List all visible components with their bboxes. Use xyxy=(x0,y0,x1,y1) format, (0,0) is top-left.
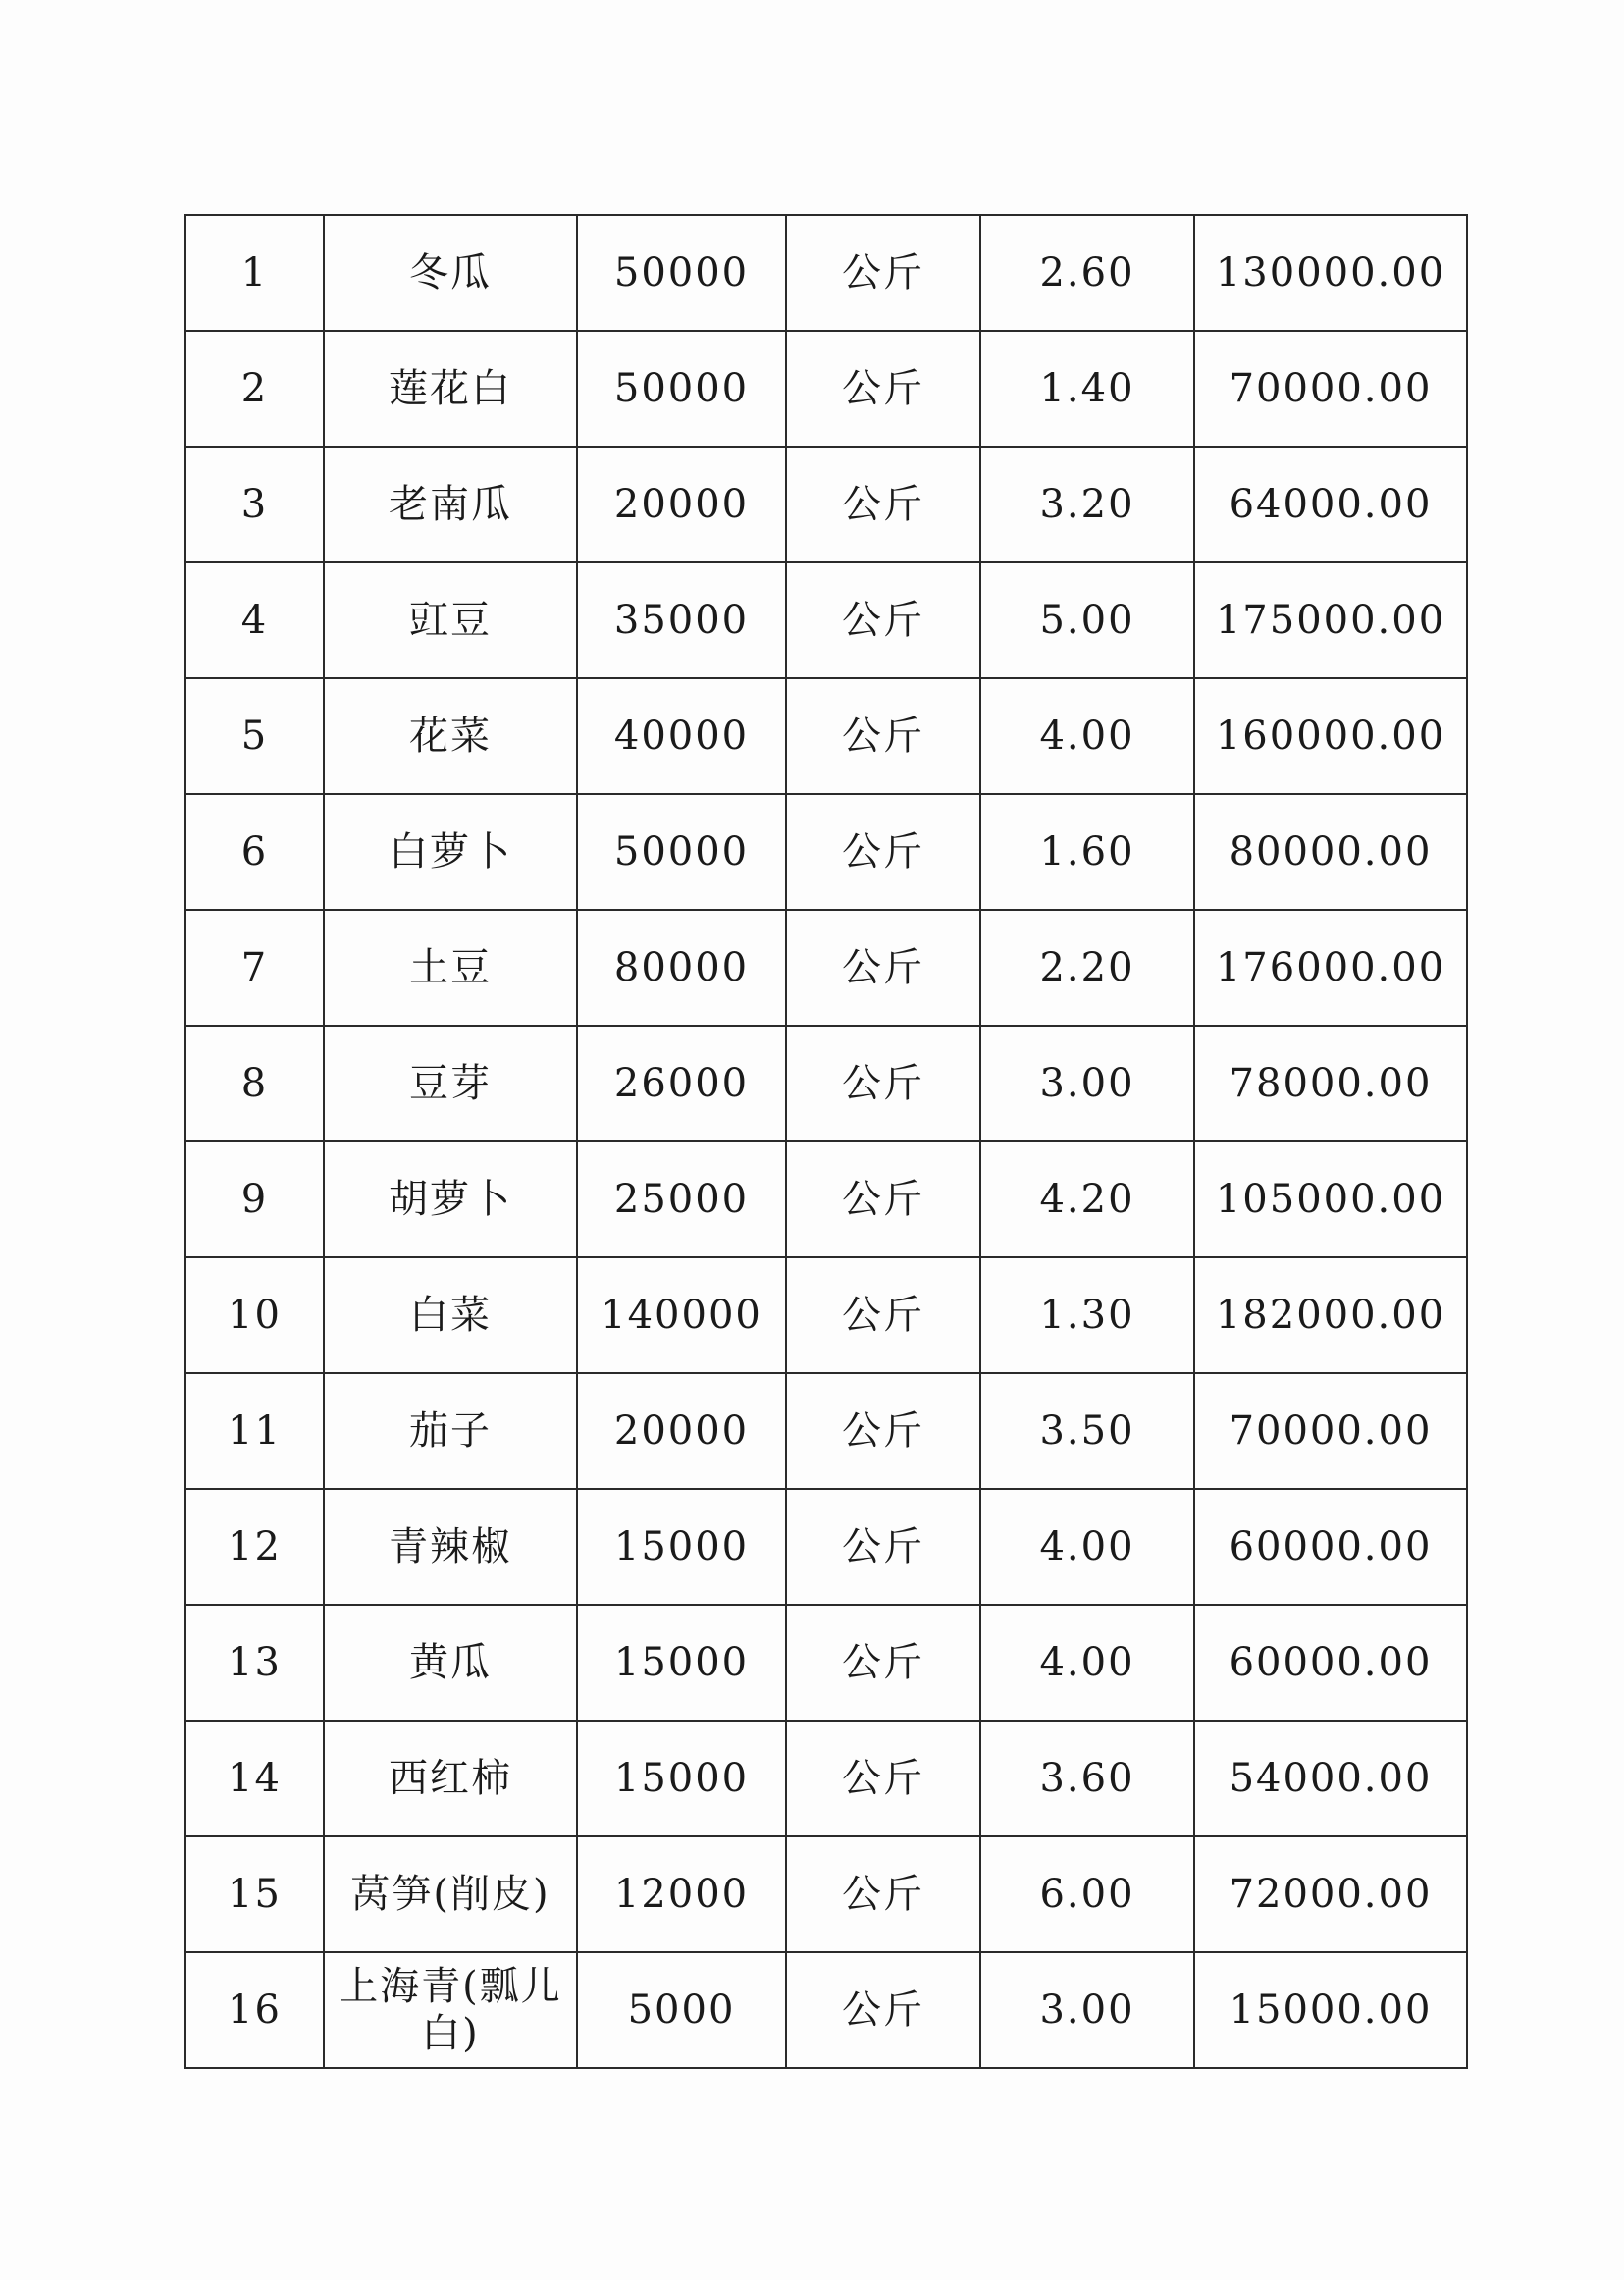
unit-text: 公斤 xyxy=(842,1061,924,1106)
table-row xyxy=(185,1141,1467,1257)
quantity-cell xyxy=(577,1141,786,1257)
unit-text: 公斤 xyxy=(842,1756,924,1801)
quantity-cell xyxy=(577,794,786,910)
total-amount-cell xyxy=(1194,1836,1467,1952)
row-number-cell xyxy=(185,1952,324,2068)
item-name-text: 冬瓜 xyxy=(409,250,492,295)
row-number-cell xyxy=(185,562,324,678)
row-number-text: 9 xyxy=(240,1177,269,1222)
quantity-cell xyxy=(577,215,786,331)
quantity-cell xyxy=(577,1373,786,1489)
total-amount-cell xyxy=(1194,1257,1467,1373)
table-row xyxy=(185,678,1467,794)
total-amount-cell xyxy=(1194,1026,1467,1141)
unit-price-cell xyxy=(980,794,1194,910)
unit-text: 公斤 xyxy=(842,1640,924,1685)
total-amount-text: 175000.00 xyxy=(1215,598,1446,643)
unit-price-text: 3.00 xyxy=(1039,1988,1135,2033)
table-row xyxy=(185,1373,1467,1489)
unit-text: 公斤 xyxy=(842,1872,924,1917)
unit-price-cell xyxy=(980,562,1194,678)
total-amount-cell xyxy=(1194,1141,1467,1257)
unit-cell xyxy=(786,910,980,1026)
item-name-text: 土豆 xyxy=(409,945,492,990)
row-number-cell xyxy=(185,1257,324,1373)
total-amount-text: 130000.00 xyxy=(1215,250,1446,295)
unit-price-text: 6.00 xyxy=(1039,1872,1135,1917)
row-number-text: 14 xyxy=(228,1756,282,1801)
unit-text: 公斤 xyxy=(842,829,924,875)
table-row xyxy=(185,1721,1467,1836)
table-row xyxy=(185,910,1467,1026)
unit-text: 公斤 xyxy=(842,366,924,411)
unit-cell xyxy=(786,1026,980,1141)
total-amount-text: 70000.00 xyxy=(1229,1408,1433,1454)
unit-price-cell xyxy=(980,910,1194,1026)
unit-price-text: 5.00 xyxy=(1039,598,1135,643)
unit-text: 公斤 xyxy=(842,482,924,527)
quantity-cell xyxy=(577,1836,786,1952)
total-amount-cell xyxy=(1194,1605,1467,1721)
unit-price-text: 2.20 xyxy=(1039,945,1135,990)
unit-price-cell xyxy=(980,1257,1194,1373)
item-name-cell xyxy=(324,910,577,1026)
quantity-cell xyxy=(577,447,786,562)
unit-price-cell xyxy=(980,1026,1194,1141)
row-number-cell xyxy=(185,331,324,447)
unit-text: 公斤 xyxy=(842,1293,924,1338)
item-name-cell xyxy=(324,1605,577,1721)
unit-price-cell xyxy=(980,1605,1194,1721)
item-name-text: 豇豆 xyxy=(409,598,492,643)
unit-cell xyxy=(786,447,980,562)
row-number-cell xyxy=(185,1141,324,1257)
total-amount-cell xyxy=(1194,1952,1467,2068)
quantity-text: 26000 xyxy=(613,1061,750,1106)
table-row xyxy=(185,1605,1467,1721)
item-name-text: 莴笋(削皮) xyxy=(350,1872,550,1917)
unit-price-text: 1.60 xyxy=(1039,829,1135,875)
item-name-cell xyxy=(324,1836,577,1952)
row-number-cell xyxy=(185,1373,324,1489)
item-name-cell xyxy=(324,562,577,678)
row-number-text: 1 xyxy=(240,250,269,295)
total-amount-cell xyxy=(1194,562,1467,678)
quantity-text: 20000 xyxy=(613,1408,750,1454)
row-number-text: 8 xyxy=(240,1061,269,1106)
row-number-text: 5 xyxy=(240,714,269,759)
unit-cell xyxy=(786,215,980,331)
table-row xyxy=(185,215,1467,331)
quantity-text: 140000 xyxy=(601,1293,762,1338)
unit-price-text: 4.00 xyxy=(1039,1640,1135,1685)
unit-text: 公斤 xyxy=(842,714,924,759)
unit-cell xyxy=(786,1836,980,1952)
unit-cell xyxy=(786,1373,980,1489)
item-name-cell xyxy=(324,678,577,794)
unit-cell xyxy=(786,794,980,910)
table-row xyxy=(185,447,1467,562)
row-number-text: 3 xyxy=(240,482,269,527)
item-name-cell xyxy=(324,447,577,562)
row-number-cell xyxy=(185,1836,324,1952)
row-number-cell xyxy=(185,910,324,1026)
quantity-cell xyxy=(577,1026,786,1141)
item-name-text: 老南瓜 xyxy=(389,482,512,527)
item-name-cell xyxy=(324,1489,577,1605)
quantity-text: 20000 xyxy=(613,482,750,527)
unit-price-cell xyxy=(980,1836,1194,1952)
total-amount-text: 15000.00 xyxy=(1229,1988,1433,2033)
total-amount-text: 54000.00 xyxy=(1229,1756,1433,1801)
quantity-text: 50000 xyxy=(613,829,750,875)
total-amount-text: 80000.00 xyxy=(1229,829,1433,875)
quantity-text: 15000 xyxy=(613,1524,750,1569)
unit-cell xyxy=(786,1489,980,1605)
total-amount-text: 160000.00 xyxy=(1215,714,1446,759)
quantity-text: 5000 xyxy=(627,1988,736,2033)
item-name-text: 西红柿 xyxy=(389,1756,512,1801)
total-amount-cell xyxy=(1194,1373,1467,1489)
table-row xyxy=(185,331,1467,447)
unit-text: 公斤 xyxy=(842,598,924,643)
unit-text: 公斤 xyxy=(842,250,924,295)
unit-cell xyxy=(786,678,980,794)
item-name-text: 黄瓜 xyxy=(409,1640,492,1685)
table-row xyxy=(185,562,1467,678)
table-row xyxy=(185,1257,1467,1373)
total-amount-text: 72000.00 xyxy=(1229,1872,1433,1917)
quantity-text: 25000 xyxy=(613,1177,750,1222)
item-name-text: 花菜 xyxy=(409,714,492,759)
quantity-cell xyxy=(577,1489,786,1605)
row-number-text: 2 xyxy=(240,366,269,411)
quantity-text: 40000 xyxy=(613,714,750,759)
row-number-text: 11 xyxy=(228,1408,282,1454)
row-number-cell xyxy=(185,1026,324,1141)
unit-price-text: 3.20 xyxy=(1039,482,1135,527)
table-row xyxy=(185,1026,1467,1141)
row-number-cell xyxy=(185,1489,324,1605)
unit-cell xyxy=(786,1952,980,2068)
unit-price-text: 1.40 xyxy=(1039,366,1135,411)
total-amount-text: 105000.00 xyxy=(1215,1177,1446,1222)
unit-cell xyxy=(786,1257,980,1373)
total-amount-cell xyxy=(1194,910,1467,1026)
unit-price-text: 3.00 xyxy=(1039,1061,1135,1106)
total-amount-text: 182000.00 xyxy=(1215,1293,1446,1338)
unit-text: 公斤 xyxy=(842,945,924,990)
total-amount-text: 64000.00 xyxy=(1229,482,1433,527)
row-number-text: 13 xyxy=(228,1640,282,1685)
unit-price-text: 2.60 xyxy=(1039,250,1135,295)
row-number-cell xyxy=(185,794,324,910)
unit-text: 公斤 xyxy=(842,1408,924,1454)
total-amount-text: 176000.00 xyxy=(1215,945,1446,990)
row-number-text: 4 xyxy=(240,598,269,643)
unit-price-cell xyxy=(980,331,1194,447)
total-amount-cell xyxy=(1194,794,1467,910)
table-row xyxy=(185,794,1467,910)
item-name-cell xyxy=(324,794,577,910)
total-amount-cell xyxy=(1194,1489,1467,1605)
unit-price-text: 3.60 xyxy=(1039,1756,1135,1801)
quantity-cell xyxy=(577,910,786,1026)
row-number-cell xyxy=(185,447,324,562)
quantity-text: 50000 xyxy=(613,250,750,295)
unit-price-text: 4.00 xyxy=(1039,714,1135,759)
unit-price-cell xyxy=(980,1952,1194,2068)
row-number-text: 16 xyxy=(228,1988,282,2033)
unit-price-cell xyxy=(980,1141,1194,1257)
item-name-cell xyxy=(324,331,577,447)
item-name-cell xyxy=(324,1257,577,1373)
row-number-text: 10 xyxy=(228,1293,282,1338)
unit-cell xyxy=(786,331,980,447)
item-name-cell xyxy=(324,1373,577,1489)
total-amount-cell xyxy=(1194,1721,1467,1836)
total-amount-text: 60000.00 xyxy=(1229,1524,1433,1569)
table-body xyxy=(185,215,1467,2068)
item-name-cell xyxy=(324,1952,577,2068)
unit-text: 公斤 xyxy=(842,1177,924,1222)
quantity-cell xyxy=(577,1952,786,2068)
quantity-text: 15000 xyxy=(613,1640,750,1685)
item-name-cell xyxy=(324,1026,577,1141)
unit-price-cell xyxy=(980,1721,1194,1836)
total-amount-text: 78000.00 xyxy=(1229,1061,1433,1106)
quantity-cell xyxy=(577,562,786,678)
unit-price-cell xyxy=(980,1489,1194,1605)
item-name-text: 青辣椒 xyxy=(389,1524,512,1569)
item-name-text: 豆芽 xyxy=(409,1061,492,1106)
quantity-text: 35000 xyxy=(613,598,750,643)
total-amount-cell xyxy=(1194,678,1467,794)
quantity-text: 50000 xyxy=(613,366,750,411)
total-amount-text: 70000.00 xyxy=(1229,366,1433,411)
item-name-text: 上海青(瓢儿白) xyxy=(339,1964,562,2056)
quantity-cell xyxy=(577,1257,786,1373)
item-name-cell xyxy=(324,1141,577,1257)
quantity-cell xyxy=(577,1721,786,1836)
total-amount-text: 60000.00 xyxy=(1229,1640,1433,1685)
row-number-text: 6 xyxy=(240,829,269,875)
unit-cell xyxy=(786,1605,980,1721)
unit-price-text: 4.20 xyxy=(1039,1177,1135,1222)
row-number-cell xyxy=(185,1721,324,1836)
quantity-text: 12000 xyxy=(613,1872,750,1917)
unit-text: 公斤 xyxy=(842,1988,924,2033)
item-name-text: 胡萝卜 xyxy=(389,1177,512,1222)
table-row xyxy=(185,1952,1467,2068)
unit-price-text: 4.00 xyxy=(1039,1524,1135,1569)
quantity-text: 15000 xyxy=(613,1756,750,1801)
unit-text: 公斤 xyxy=(842,1524,924,1569)
quantity-cell xyxy=(577,678,786,794)
unit-price-text: 3.50 xyxy=(1039,1408,1135,1454)
unit-cell xyxy=(786,1721,980,1836)
item-name-text: 白萝卜 xyxy=(389,829,512,875)
quantity-cell xyxy=(577,331,786,447)
row-number-text: 15 xyxy=(228,1872,282,1917)
item-name-text: 茄子 xyxy=(409,1408,492,1454)
unit-cell xyxy=(786,1141,980,1257)
quantity-cell xyxy=(577,1605,786,1721)
total-amount-cell xyxy=(1194,447,1467,562)
total-amount-cell xyxy=(1194,331,1467,447)
item-name-text: 白菜 xyxy=(409,1293,492,1338)
row-number-text: 7 xyxy=(240,945,269,990)
table-row xyxy=(185,1836,1467,1952)
table-row xyxy=(185,1489,1467,1605)
item-name-text: 莲花白 xyxy=(389,366,512,411)
unit-price-cell xyxy=(980,447,1194,562)
unit-price-cell xyxy=(980,215,1194,331)
row-number-cell xyxy=(185,1605,324,1721)
unit-price-cell xyxy=(980,678,1194,794)
unit-price-text: 1.30 xyxy=(1039,1293,1135,1338)
row-number-cell xyxy=(185,678,324,794)
row-number-cell xyxy=(185,215,324,331)
item-name-cell xyxy=(324,1721,577,1836)
item-name-cell xyxy=(324,215,577,331)
total-amount-cell xyxy=(1194,215,1467,331)
unit-cell xyxy=(786,562,980,678)
vegetable-price-table xyxy=(184,214,1468,2069)
unit-price-cell xyxy=(980,1373,1194,1489)
quantity-text: 80000 xyxy=(613,945,750,990)
row-number-text: 12 xyxy=(228,1524,282,1569)
